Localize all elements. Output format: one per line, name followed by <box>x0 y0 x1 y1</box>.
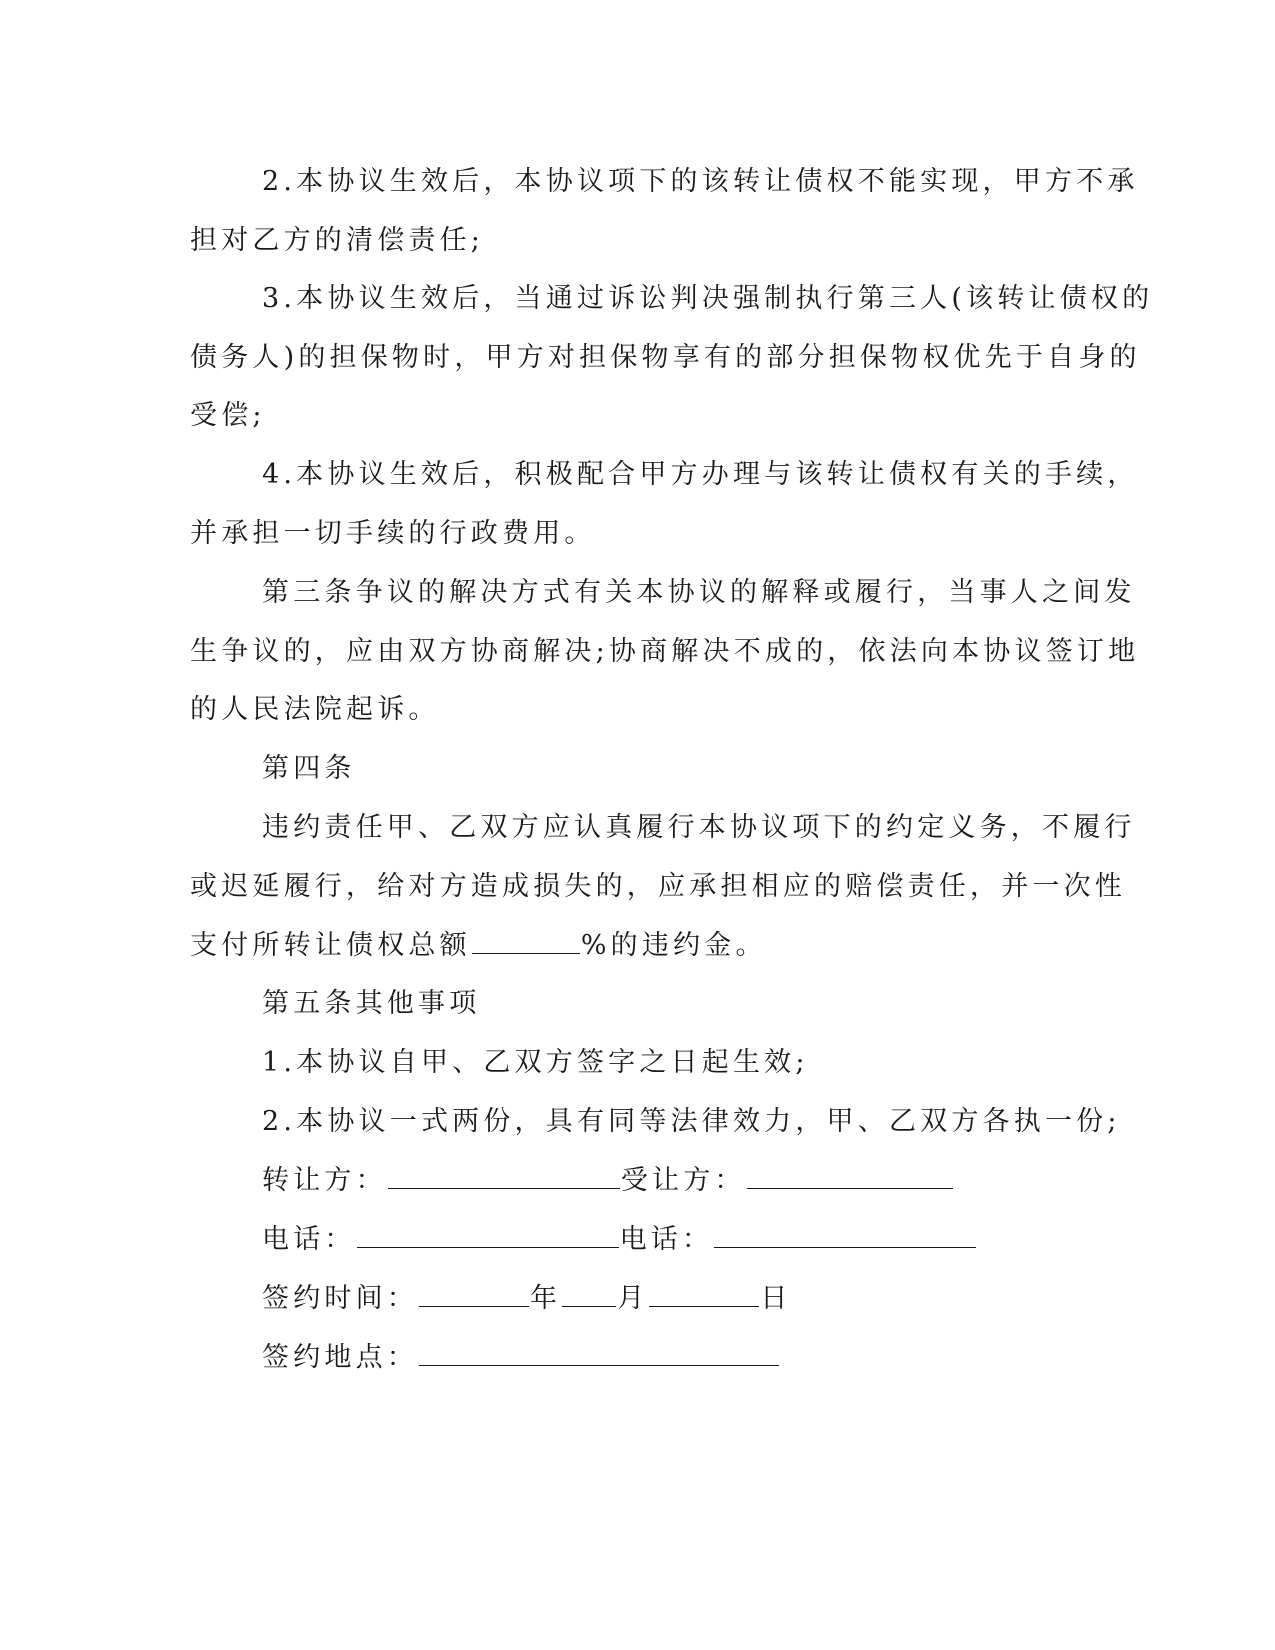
day-label: 日 <box>760 1283 792 1314</box>
article3-line3: 的人民法院起诉。 <box>190 694 440 725</box>
day-blank[interactable] <box>649 1282 759 1307</box>
article3-line2: 生争议的，应由双方协商解决;协商解决不成的，依法向本协议签订地 <box>190 636 1140 667</box>
transferee-blank[interactable] <box>747 1164 953 1189</box>
article2-item3-line2: 债务人)的担保物时，甲方对担保物享有的部分担保物权优先于自身的 <box>190 342 1141 373</box>
article3-line1: 第三条争议的解决方式有关本协议的解释或履行，当事人之间发 <box>262 577 1136 608</box>
article4-heading: 第四条 <box>262 753 356 784</box>
year-blank[interactable] <box>419 1282 529 1307</box>
sign-place-label: 签约地点： <box>262 1342 418 1373</box>
article4-line2: 或迟延履行，给对方造成损失的，应承担相应的赔偿责任，并一次性 <box>190 871 1126 902</box>
sign-time-row <box>262 1281 792 1317</box>
article5-item1: 1.本协议自甲、乙双方签字之日起生效; <box>262 1047 809 1078</box>
article5-heading: 第五条其他事项 <box>262 988 481 1019</box>
article5-item2: 2.本协议一式两份，具有同等法律效力，甲、乙双方各执一份; <box>262 1106 1121 1137</box>
phone-label-2: 电话： <box>619 1224 714 1255</box>
transferor-label: 转让方： <box>262 1165 387 1196</box>
penalty-percent-blank[interactable] <box>472 929 580 954</box>
phone-label-1: 电话： <box>262 1224 356 1255</box>
phone-row <box>262 1222 977 1258</box>
transferee-label: 受让方： <box>620 1165 746 1196</box>
transferor-blank[interactable] <box>388 1164 620 1189</box>
article2-item2-line2: 担对乙方的清偿责任; <box>190 225 485 256</box>
sign-place-blank[interactable] <box>419 1341 779 1366</box>
article4-line3-suffix: %的违约金。 <box>580 930 767 961</box>
article4-line3 <box>190 928 767 964</box>
sign-time-label: 签约时间： <box>262 1283 418 1314</box>
article2-item4-line1: 4.本协议生效后，积极配合甲方办理与该转让债权有关的手续， <box>262 459 1139 490</box>
article2-item4-line2: 并承担一切手续的行政费用。 <box>190 518 596 549</box>
article4-line1: 违约责任甲、乙双方应认真履行本协议项下的约定义务，不履行 <box>262 812 1136 843</box>
phone-blank-2[interactable] <box>714 1223 976 1248</box>
article2-item2-line1: 2.本协议生效后，本协议项下的该转让债权不能实现，甲方不承 <box>262 166 1139 197</box>
party-names-row <box>262 1163 954 1199</box>
sign-place-row <box>262 1340 780 1376</box>
article4-line3-prefix: 支付所转让债权总额 <box>190 930 471 961</box>
month-label: 月 <box>617 1283 649 1314</box>
phone-blank-1[interactable] <box>357 1223 619 1248</box>
year-label: 年 <box>530 1283 562 1314</box>
article2-item3-line1: 3.本协议生效后，当通过诉讼判决强制执行第三人(该转让债权的 <box>262 283 1154 314</box>
month-blank[interactable] <box>562 1282 616 1307</box>
article2-item3-line3: 受偿; <box>190 400 266 431</box>
